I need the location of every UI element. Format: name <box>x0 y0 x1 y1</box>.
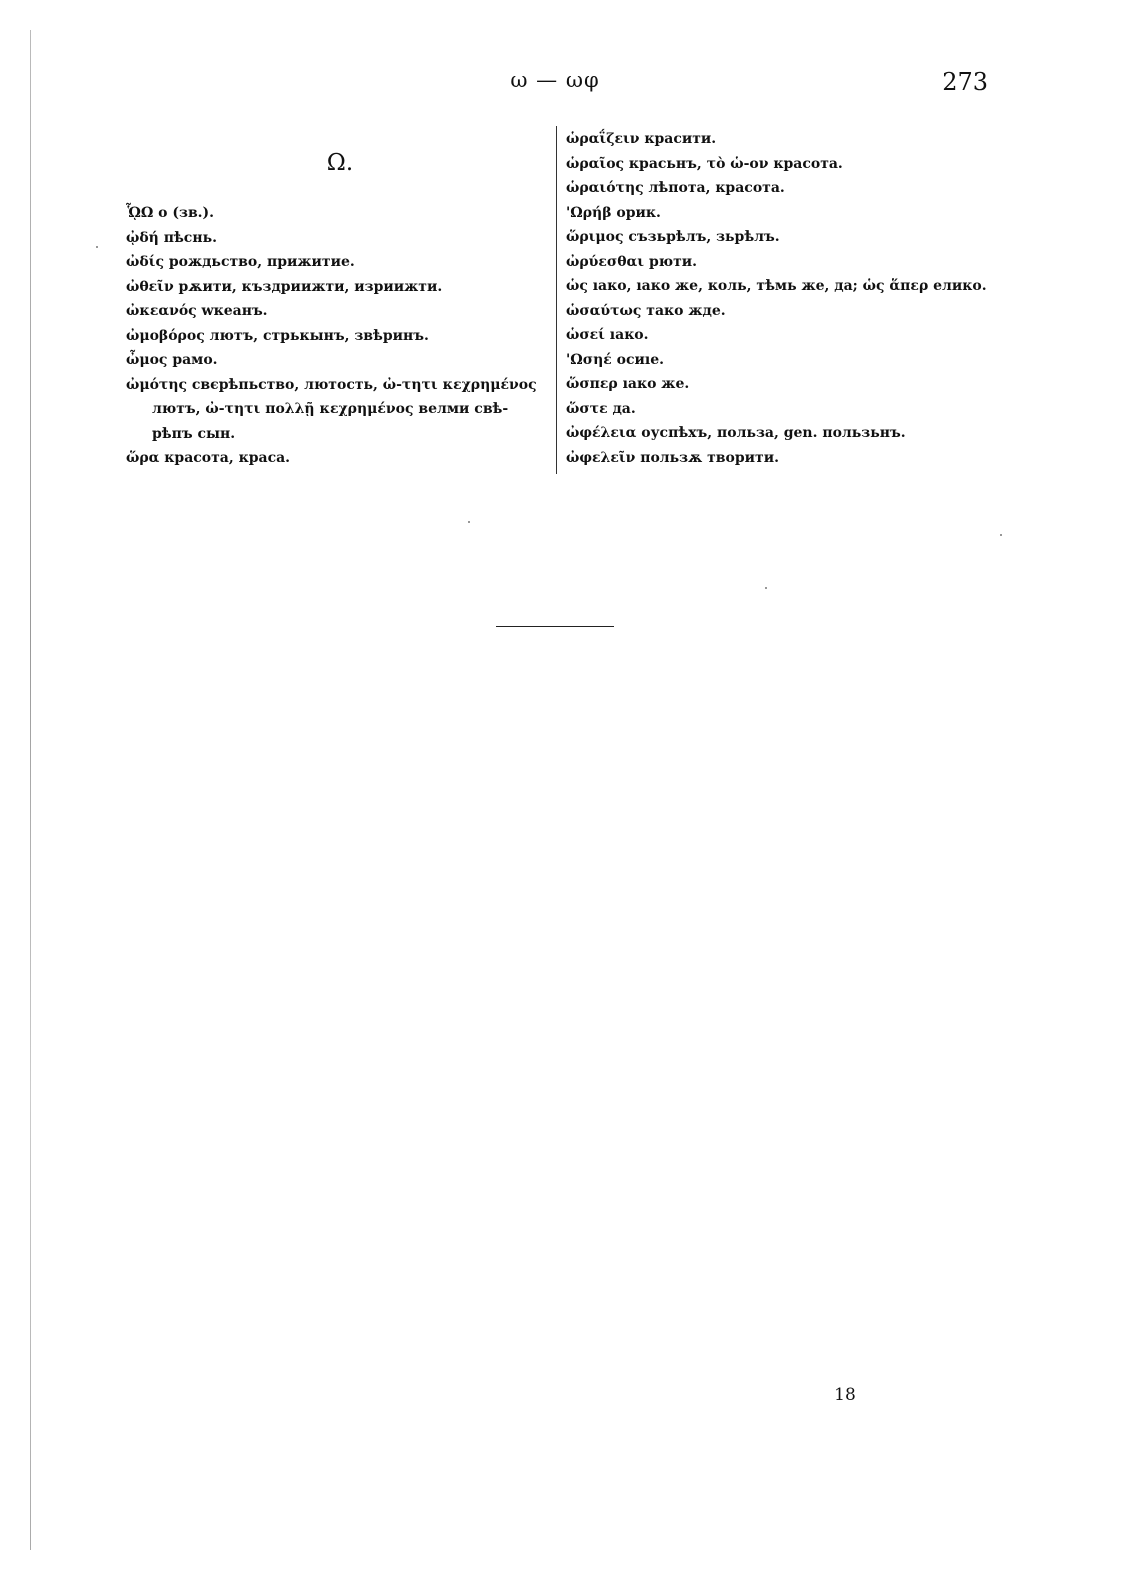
scan-speck <box>1000 534 1002 536</box>
end-rule <box>496 626 614 627</box>
column-divider <box>556 126 557 474</box>
signature-number: 18 <box>834 1385 856 1405</box>
dictionary-entry: ὥστε да. <box>566 400 636 417</box>
scan-speck <box>765 587 767 589</box>
dictionary-entry: ὥρα красота, краса. <box>126 450 291 466</box>
dictionary-entry: ὡς ıако, ıако же, коль, тѣмь же, да; ὡς ἅπερ елико. <box>566 278 987 294</box>
dictionary-entry: ὠδίς рождьство, прижитие. <box>126 254 355 270</box>
page-number: 273 <box>942 68 988 96</box>
dictionary-entry: ὠθεῖν рѫити, къздриижти, изриижти. <box>126 278 443 295</box>
running-header: ω — ωφ <box>510 68 600 92</box>
left-column <box>126 201 550 471</box>
dictionary-entry-continuation: рѣпъ сын. <box>152 425 236 442</box>
dictionary-entry: ὡραῖος красьнъ, τὸ ὡ-ον красота. <box>566 155 843 172</box>
scan-speck <box>96 246 98 248</box>
dictionary-entry: ὡσεί ıако. <box>566 327 649 343</box>
dictionary-entry: ὡσαύτως тако жде. <box>566 302 726 319</box>
section-heading: Ω. <box>326 150 354 176</box>
page-edge-line <box>30 30 31 1550</box>
dictionary-entry: ᾠδή пѣснь. <box>126 229 217 246</box>
dictionary-entry: ὥσπερ ıако же. <box>566 376 690 392</box>
dictionary-entry: ὡραιότης лѣпота, красота. <box>566 180 785 196</box>
right-column <box>566 127 1006 470</box>
dictionary-entry: ὠφελεῖν пользѫ творити. <box>566 449 779 466</box>
dictionary-entry: ὠμοβόρος лютъ, стрькынъ, звѣринъ. <box>126 327 429 344</box>
dictionary-entry: ὠκεανός wкеанъ. <box>126 303 268 319</box>
dictionary-entry: ὠμότης свєрѣпьство, лютость, ὠ-τητι κεχρημένος <box>126 376 537 393</box>
dictionary-entry: ὥριμος съзьрѣлъ, зьрѣлъ. <box>566 229 780 245</box>
dictionary-entry: 'Ωσηέ осиıе. <box>566 351 664 368</box>
dictionary-entry: ὠφέλεια оуспѣхъ, польза, gen. пользьнъ. <box>566 425 906 441</box>
dictionary-entry: ὦμος рамо. <box>126 352 218 368</box>
dictionary-entry: 'Ωρήβ орик. <box>566 204 661 221</box>
dictionary-entry: ὠρύεσθαι рюти. <box>566 253 698 270</box>
dictionary-entry: ᾯΩ ο (зв.). <box>126 205 215 221</box>
dictionary-entry: ὡραΐζειν красити. <box>566 131 717 147</box>
scan-speck <box>468 521 470 523</box>
dictionary-entry-continuation: лютъ, ὠ-τητι πολλῇ κεχρημένος велми свѣ- <box>152 401 509 417</box>
